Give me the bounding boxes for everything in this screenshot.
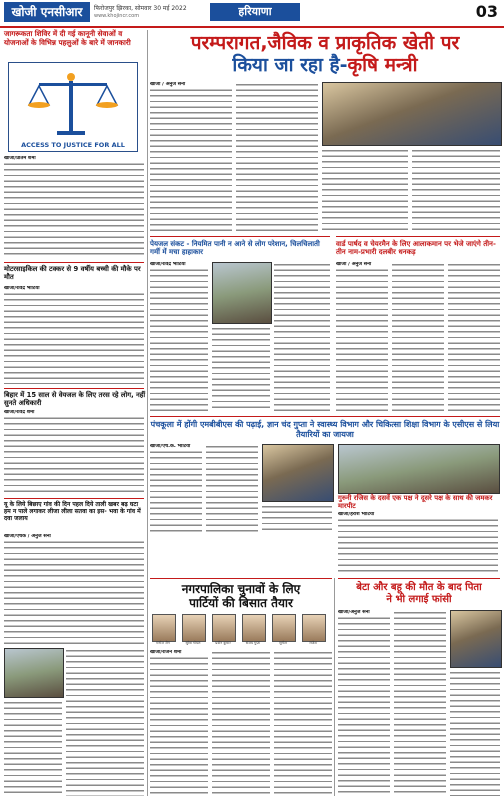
portrait-2 (182, 614, 206, 642)
portrait-caption-4: संजय गुप्ता (245, 641, 261, 645)
ward-col1 (336, 262, 388, 412)
main-story-byline: खोजी / अनुज सैनी (150, 82, 232, 88)
main-headline (150, 32, 500, 76)
water-col1 (150, 262, 208, 412)
main-headline-line2 (150, 54, 500, 76)
section-label: हरियाणा (210, 3, 300, 21)
nagar-col2 (212, 650, 270, 796)
nagar-col1 (150, 650, 208, 796)
left-story4-photo (4, 648, 64, 698)
gurugram-byline: खोजी/हरीश भाटिया (338, 512, 498, 518)
panchkula-byline: खोजी/एच.के. भाटिया (150, 444, 202, 450)
page-number: 03 (475, 2, 498, 21)
justice-poster (8, 62, 138, 152)
panchkula-headline: पंचकूला में होंगी एमबीबीएस की पढ़ाई, ज्ञान चंद गुप्ता ने स्वास्थ्य विभाग और चिकित्सा शिक्षा विभाग के एसीएस से लिया तैयारियों का जायजा (150, 420, 500, 439)
gurugram-photo (338, 444, 500, 494)
portrait-4 (242, 614, 266, 642)
left-story4-body3 (4, 700, 62, 796)
column-separator (334, 578, 335, 796)
nagar-col3 (274, 650, 332, 796)
nagar-headline-line1: नगरपालिका चुनावों के लिए (181, 582, 301, 596)
panchkula-col3 (262, 504, 332, 532)
bihar-headline: बिहार में 15 साल से वेयजल के लिए तरस रहे लोग, नहीं सुनते अधिकारी (4, 391, 146, 407)
divider (4, 262, 144, 263)
ward-col3 (448, 262, 500, 412)
main-story-col1 (150, 82, 232, 232)
masthead (0, 0, 504, 28)
gurugram-headline: गुरुनी रजिस के दसवें एक पक्ष ने दूसरे पक्ष के साथ की जमकर मारपीट (338, 494, 493, 510)
divider (4, 388, 144, 389)
panchkula-col2 (206, 444, 258, 532)
portrait-1 (152, 614, 176, 642)
date-line: फिरोजपुर झिरका, सोमवार 30 मई 2022 (94, 5, 187, 12)
bike-accident-body (4, 286, 144, 384)
main-story-col3 (322, 148, 408, 232)
left-story-byline: खोजी/प्रीतम शर्मा (4, 156, 144, 162)
portrait-caption-6: राजेश (309, 641, 317, 645)
minister-photo (322, 82, 502, 146)
left-story-headline: जागरूकता शिविर में दी गई कानूनी सेवाओं व योजनाओं के विभिन्न पहलुओं के बारे में जानकारी (4, 29, 131, 47)
scales-of-justice-icon (9, 63, 137, 151)
main-headline-prefix: किया जा रहा है- (232, 54, 348, 76)
left-story4-body (4, 534, 144, 644)
left-story4-headline: यू के लिये बिछाए गांव की दिन पहल दिये ताली खबर बढ़ घटा हम न पाले लगाकर लीजा लीला सतवा का इस- भवा के गांव में दवा जलाय (4, 501, 141, 523)
panchkula-photo (262, 444, 334, 502)
portrait-caption-2: सुरेश गोयल (185, 641, 201, 645)
website-line: www.khojincr.com (94, 13, 140, 19)
portrait-caption-3: प्रवीन कुमार (215, 641, 231, 645)
bike-accident-byline: खोजी/रविंद्र भाटिया (4, 286, 144, 292)
ward-headline: वार्ड पार्षद व चेयरमैन के लिए आलाकमान पर भेजे जाएंगे तीन-तीन नाम-प्रभारी दलबीर धनकड़ (336, 240, 496, 257)
portrait-3 (212, 614, 236, 642)
gurugram-body (338, 512, 498, 572)
ward-col2 (392, 262, 444, 412)
left-story4-byline: खोजी/एचके / अनुज सैनी (4, 534, 144, 540)
bihar-byline: खोजी/रविंद्र शर्मा (4, 410, 144, 416)
poster-caption: ACCESS TO JUSTICE FOR ALL (21, 141, 125, 149)
beta-headline-line2: ने भी लगाई फांसी (386, 594, 452, 605)
portrait-caption-1: मनोज जैन (156, 641, 170, 645)
beta-col3 (450, 670, 500, 796)
beta-photo (450, 610, 502, 668)
main-story-col2 (236, 82, 318, 232)
water-col3 (274, 262, 330, 412)
ward-byline: खोजी / अनुज सैनी (336, 262, 388, 268)
column-separator (147, 30, 148, 796)
portrait-caption-5: सुनील (279, 641, 287, 645)
main-story-col4 (412, 148, 500, 232)
beta-headline (336, 582, 502, 606)
divider (338, 578, 500, 579)
divider (336, 236, 500, 237)
bihar-body (4, 410, 144, 494)
beta-byline: खोजी/अनुज सैनी (338, 610, 390, 616)
water-photo (212, 262, 272, 324)
divider (150, 236, 330, 237)
beta-headline-line1: बेटा और बहू की मौत के बाद पिता (356, 582, 482, 593)
divider (4, 498, 144, 499)
nagar-headline-line2: पार्टियों की बिसात तैयार (189, 596, 293, 610)
panchkula-col1 (150, 444, 202, 532)
water-headline: पेयजल संकट - नियमित पानी न आने से लोग परेशान, चिलचिलाती गर्मी में मचा हाहाकार (150, 240, 320, 257)
water-col2 (212, 326, 270, 412)
left-story4-body2 (66, 648, 144, 796)
main-headline-line1: परम्परागत,जैविक व प्राकृतिक खेती पर (190, 32, 460, 54)
left-story-body (4, 156, 144, 258)
paper-name: खोजी एनसीआर (4, 2, 90, 22)
beta-col1 (338, 610, 390, 796)
portrait-5 (272, 614, 296, 642)
bike-accident-headline: मोटरसाइकिल की टक्कर से 9 वर्षीय बच्ची की मौके पर मौत (4, 265, 141, 281)
water-byline: खोजी/रविंद्र भाटिया (150, 262, 208, 268)
divider (150, 416, 500, 417)
beta-col2 (394, 610, 446, 796)
portrait-6 (302, 614, 326, 642)
divider (150, 578, 332, 579)
main-headline-suffix: कृषि मन्त्री (347, 54, 418, 76)
nagar-headline (150, 582, 332, 610)
nagar-byline: खोजी/राजन शर्मा (150, 650, 208, 656)
